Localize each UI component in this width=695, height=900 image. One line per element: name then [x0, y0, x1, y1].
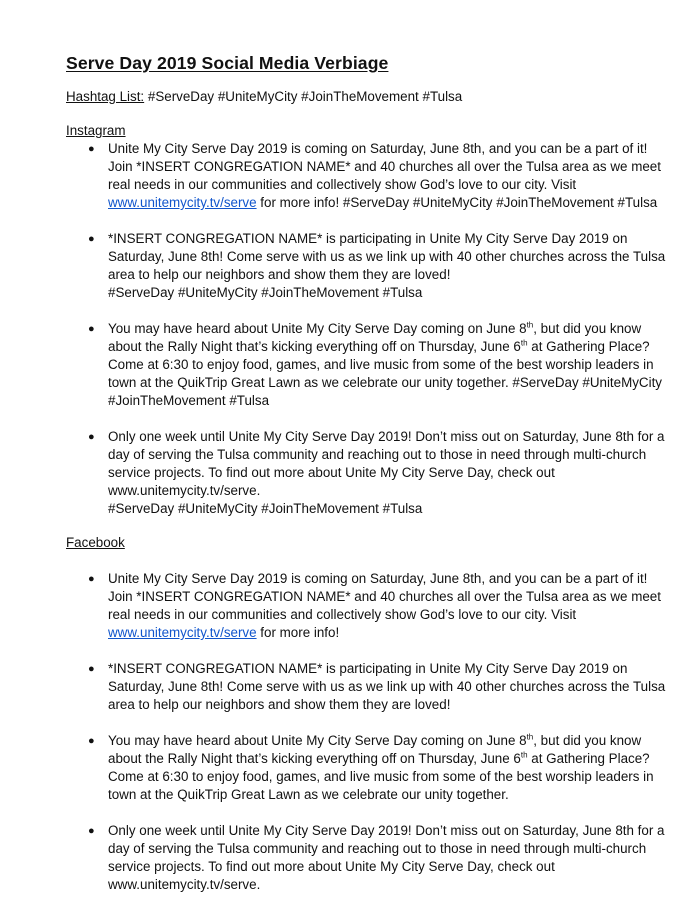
post-line: Saturday, June 8th! Come serve with us as we link up with 40 other churches across the Tulsa — [108, 249, 666, 264]
post-line: day of serving the Tulsa community and reaching out to those in need through multi-church — [108, 841, 647, 856]
post-line: Join *INSERT CONGREGATION NAME* and 40 churches all over the Tulsa area as we meet — [108, 159, 661, 174]
post-line: Only one week until Unite My City Serve Day 2019! Don’t miss out on Saturday, June 8th for a — [108, 429, 665, 444]
post-text: at Gathering Place? — [527, 339, 650, 354]
post-text: about the Rally Night that’s kicking everything off on Thursday, June 6 — [108, 339, 521, 354]
ordinal-suffix: th — [520, 750, 528, 760]
post-line — [108, 194, 658, 212]
post-line: service projects. To find out more about Unite My City Serve Day, check out — [108, 859, 555, 874]
instagram-post-list — [66, 140, 666, 518]
bullet-icon: ● — [88, 431, 95, 443]
facebook-post-2 — [66, 660, 666, 714]
post-line: www.unitemycity.tv/serve. — [108, 877, 261, 892]
bullet-icon: ● — [88, 825, 95, 837]
post-line: town at the QuikTrip Great Lawn as we celebrate our unity together. — [108, 787, 509, 802]
facebook-post-3 — [66, 732, 654, 804]
ordinal-suffix: th — [520, 338, 528, 348]
bullet-icon: ● — [88, 233, 95, 245]
bullet-icon: ● — [88, 663, 95, 675]
post-text: , but did you know — [533, 733, 642, 748]
post-line: #JoinTheMovement #Tulsa — [108, 393, 270, 408]
ordinal-suffix: th — [526, 320, 534, 330]
post-line: service projects. To find out more about Unite My City Serve Day, check out — [108, 465, 555, 480]
post-line: area to help our neighbors and show them they are loved! — [108, 697, 451, 712]
post-line: real needs in our communities and collectively show God’s love to our city. Visit — [108, 177, 577, 192]
hashtag-list-label: Hashtag List: — [66, 89, 145, 104]
post-line: Come at 6:30 to enjoy food, games, and live music from some of the best worship leaders in — [108, 769, 654, 784]
post-text: You may have heard about Unite My City Serve Day coming on June 8 — [108, 733, 527, 748]
post-line — [108, 338, 650, 356]
post-line: real needs in our communities and collectively show God’s love to our city. Visit — [108, 607, 577, 622]
post-text: You may have heard about Unite My City Serve Day coming on June 8 — [108, 321, 527, 336]
instagram-post-1 — [66, 140, 661, 212]
hashtag-list-tags: #ServeDay #UniteMyCity #JoinTheMovement #Tulsa — [144, 89, 463, 104]
instagram-heading: Instagram — [66, 123, 126, 138]
post-line: #ServeDay #UniteMyCity #JoinTheMovement #Tulsa — [108, 501, 423, 516]
ordinal-suffix: th — [526, 732, 534, 742]
post-line: Only one week until Unite My City Serve Day 2019! Don’t miss out on Saturday, June 8th for a — [108, 823, 665, 838]
post-text: for more info! #ServeDay #UniteMyCity #JoinTheMovement #Tulsa — [256, 195, 658, 210]
post-line: Unite My City Serve Day 2019 is coming on Saturday, June 8th, and you can be a part of it! — [108, 571, 648, 586]
post-text: about the Rally Night that’s kicking everything off on Thursday, June 6 — [108, 751, 521, 766]
post-line: www.unitemycity.tv/serve. — [108, 483, 261, 498]
post-line: Saturday, June 8th! Come serve with us as we link up with 40 other churches across the Tulsa — [108, 679, 666, 694]
bullet-icon: ● — [88, 143, 95, 155]
bullet-icon: ● — [88, 573, 95, 585]
document-title: Serve Day 2019 Social Media Verbiage — [66, 53, 389, 73]
post-line: Join *INSERT CONGREGATION NAME* and 40 churches all over the Tulsa area as we meet — [108, 589, 661, 604]
instagram-post-2 — [66, 230, 666, 302]
post-line: town at the QuikTrip Great Lawn as we celebrate our unity together. #ServeDay #UniteMyCity — [108, 375, 662, 390]
post-line — [108, 624, 626, 642]
post-line: Unite My City Serve Day 2019 is coming on Saturday, June 8th, and you can be a part of it! — [108, 141, 648, 156]
facebook-post-list — [66, 570, 666, 894]
facebook-post-1 — [66, 570, 661, 642]
post-text: at Gathering Place? — [527, 751, 650, 766]
post-line — [108, 320, 642, 338]
instagram-post-3 — [66, 320, 662, 410]
post-line — [108, 732, 642, 750]
facebook-heading: Facebook — [66, 535, 125, 550]
post-line: day of serving the Tulsa community and reaching out to those in need through multi-church — [108, 447, 647, 462]
bullet-icon: ● — [88, 323, 95, 335]
serve-day-link[interactable]: www.unitemycity.tv/serve — [108, 625, 257, 640]
post-line — [108, 750, 650, 768]
post-line: #ServeDay #UniteMyCity #JoinTheMovement #Tulsa — [108, 285, 423, 300]
document-page — [66, 52, 666, 894]
post-text: , but did you know — [533, 321, 642, 336]
hashtag-list — [66, 88, 626, 106]
facebook-post-4 — [66, 822, 665, 894]
post-line: *INSERT CONGREGATION NAME* is participating in Unite My City Serve Day 2019 on — [108, 231, 628, 246]
serve-day-link[interactable]: www.unitemycity.tv/serve — [108, 195, 257, 210]
post-line: *INSERT CONGREGATION NAME* is participating in Unite My City Serve Day 2019 on — [108, 661, 628, 676]
bullet-icon: ● — [88, 735, 95, 747]
post-line: area to help our neighbors and show them they are loved! — [108, 267, 451, 282]
instagram-post-4 — [66, 428, 665, 518]
post-line: Come at 6:30 to enjoy food, games, and live music from some of the best worship leaders in — [108, 357, 654, 372]
post-text: for more info! — [256, 625, 340, 640]
